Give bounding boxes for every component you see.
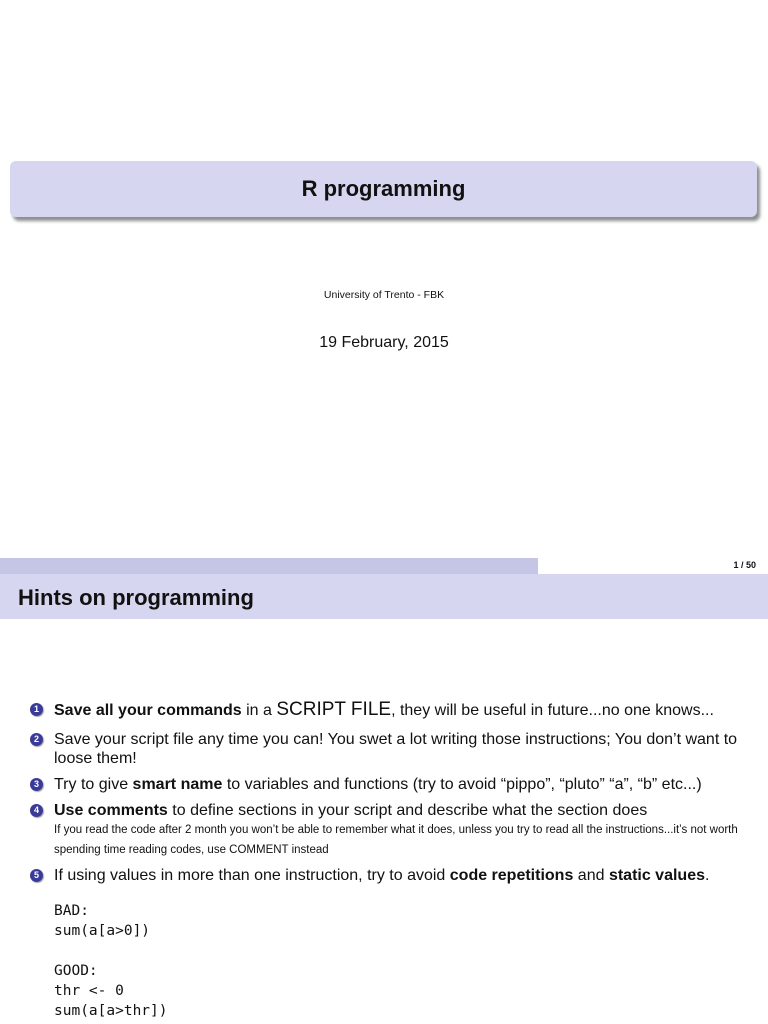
item-5-text2: and [573,867,609,884]
list-item-2 [30,730,760,771]
code-bad-label: BAD: [54,903,89,919]
page-separator-bar [0,558,538,574]
item-3-text2: to variables and functions (try to avoid “pippo”, “pluto” “a”, “b” etc...) [222,776,702,793]
list-item-1 [30,700,760,726]
code-good-line-1: thr <- 0 [54,983,124,999]
affiliation: University of Trento - FBK [323,289,445,301]
item-1-big: SCRIPT FILE [276,699,392,720]
list-item-5 [30,866,760,885]
number-bullet-icon: 2 [30,733,43,746]
code-good-label: GOOD: [54,963,98,979]
item-4-bold: Use comments [54,802,168,819]
item-5-text: If using values in more than one instruction, try to avoid [54,867,450,884]
item-5-text3: . [705,867,710,884]
item-1-bold: Save all your commands [54,702,242,719]
number-bullet-icon: 4 [30,804,43,817]
number-bullet-icon: 3 [30,778,43,791]
presentation-date: 19 February, 2015 [319,334,449,351]
list-item-4 [30,801,760,860]
code-bad-line: sum(a[a>0]) [54,923,151,939]
frame-title-bar [0,574,768,619]
hints-list [30,700,760,885]
item-3-text: Try to give [54,776,133,793]
item-5-bold2: static values [608,867,705,884]
number-bullet-icon: 1 [30,703,43,716]
title-box [10,161,757,217]
item-1-text2: , they will be useful in future...no one knows... [391,702,714,719]
item-1-text: in a [241,702,277,719]
presentation-title: R programming [301,176,466,201]
page-number: 1 / 50 [733,560,756,570]
number-bullet-icon: 5 [30,869,43,882]
list-item-3 [30,775,760,797]
item-2-text: Save your script file any time you can! You swet a lot writing those instructions; You don’t want to loose them! [54,731,738,767]
item-4-text: to define sections in your script and describe what the section does [167,802,648,819]
item-4-note: If you read the code after 2 month you won’t be able to remember what it does, unless you try to read all the instructions...it’s not worth spending time reading codes, use COMMENT instead [54,824,738,856]
code-good-line-2: sum(a[a>thr]) [54,1003,168,1019]
item-3-bold: smart name [132,776,223,793]
frame-title: Hints on programming [18,585,254,610]
code-example [54,901,168,1021]
item-5-bold1: code repetitions [449,867,574,884]
